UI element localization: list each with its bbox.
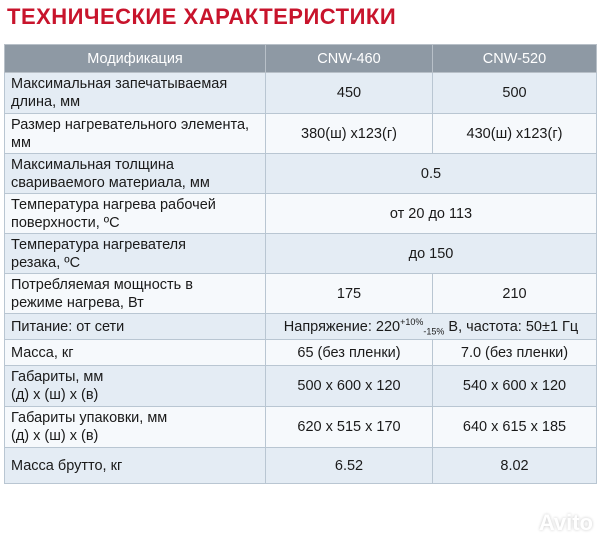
param-cell (5, 114, 266, 154)
power-sub: -15% (423, 326, 445, 337)
value-cnw-460: 175 (266, 274, 433, 314)
param-cell (5, 274, 266, 314)
param-cell (5, 448, 266, 484)
param-line: длина, мм (11, 94, 81, 110)
param-line: Питание: от сети (11, 318, 125, 335)
value-cnw-520: 7.0 (без пленки) (433, 340, 597, 366)
param-line: Температура нагрева рабочей (11, 196, 216, 213)
table-row (5, 366, 597, 407)
table-row (5, 407, 597, 448)
param-cell (5, 407, 266, 448)
value-cnw-520: 210 (433, 274, 597, 314)
value-cnw-520: 540 x 600 x 120 (433, 366, 597, 407)
param-line: Габариты упаковки, мм (11, 410, 168, 426)
param-line: Габариты, мм (11, 369, 104, 385)
param-line: свариваемого материала, мм (11, 174, 210, 191)
param-line: поверхности, ºС (11, 214, 120, 231)
specs-table (4, 44, 597, 484)
param-cell (5, 154, 266, 194)
param-line: режиме нагрева, Вт (11, 294, 144, 311)
value-power-supply (266, 314, 597, 340)
param-line: Максимальная запечатываемая (11, 76, 228, 92)
param-line: Температура нагревателя (11, 236, 186, 253)
param-line: резака, ºС (11, 254, 81, 271)
avito-watermark: Avito (538, 510, 593, 535)
table-row (5, 114, 597, 154)
value-shared: от 20 до 113 (266, 194, 597, 234)
table-row (5, 73, 597, 114)
header-cnw-520: CNW-520 (433, 45, 597, 73)
value-cnw-520: 640 x 615 x 185 (433, 407, 597, 448)
power-prefix: Напряжение: 220 (283, 318, 401, 335)
param-line: Максимальная толщина (11, 156, 174, 173)
value-cnw-520: 430(ш) x123(г) (433, 114, 597, 154)
param-cell (5, 194, 266, 234)
table-header-row (5, 45, 597, 73)
table-row (5, 194, 597, 234)
param-line: Размер нагревательного элемента, (11, 116, 250, 133)
value-shared: до 150 (266, 234, 597, 274)
value-cnw-460: 620 x 515 x 170 (266, 407, 433, 448)
table-row (5, 274, 597, 314)
param-line: Масса, кг (11, 344, 74, 361)
table-row (5, 154, 597, 194)
param-cell (5, 73, 266, 114)
value-cnw-460: 6.52 (266, 448, 433, 484)
header-modification: Модификация (5, 45, 266, 73)
param-line: (д) х (ш) х (в) (11, 387, 99, 403)
table-row (5, 314, 597, 340)
power-sup: +10% (400, 316, 424, 327)
header-cnw-460: CNW-460 (266, 45, 433, 73)
param-cell (5, 234, 266, 274)
param-cell (5, 314, 266, 340)
param-line: мм (11, 134, 31, 151)
table-row (5, 234, 597, 274)
page-title: ТЕХНИЧЕСКИЕ ХАРАКТЕРИСТИКИ (7, 4, 397, 29)
table-row (5, 340, 597, 366)
value-cnw-460: 450 (266, 73, 433, 114)
value-cnw-520: 8.02 (433, 448, 597, 484)
param-cell (5, 340, 266, 366)
table-row (5, 448, 597, 484)
value-shared: 0.5 (266, 154, 597, 194)
value-cnw-460: 500 x 600 x 120 (266, 366, 433, 407)
param-cell (5, 366, 266, 407)
param-line: Масса брутто, кг (11, 457, 123, 474)
param-line: Потребляемая мощность в (11, 276, 193, 293)
value-cnw-460: 380(ш) x123(г) (266, 114, 433, 154)
power-suffix: В, частота: 50±1 Гц (444, 318, 579, 335)
value-cnw-460: 65 (без пленки) (266, 340, 433, 366)
value-cnw-520: 500 (433, 73, 597, 114)
param-line: (д) х (ш) х (в) (11, 428, 99, 444)
